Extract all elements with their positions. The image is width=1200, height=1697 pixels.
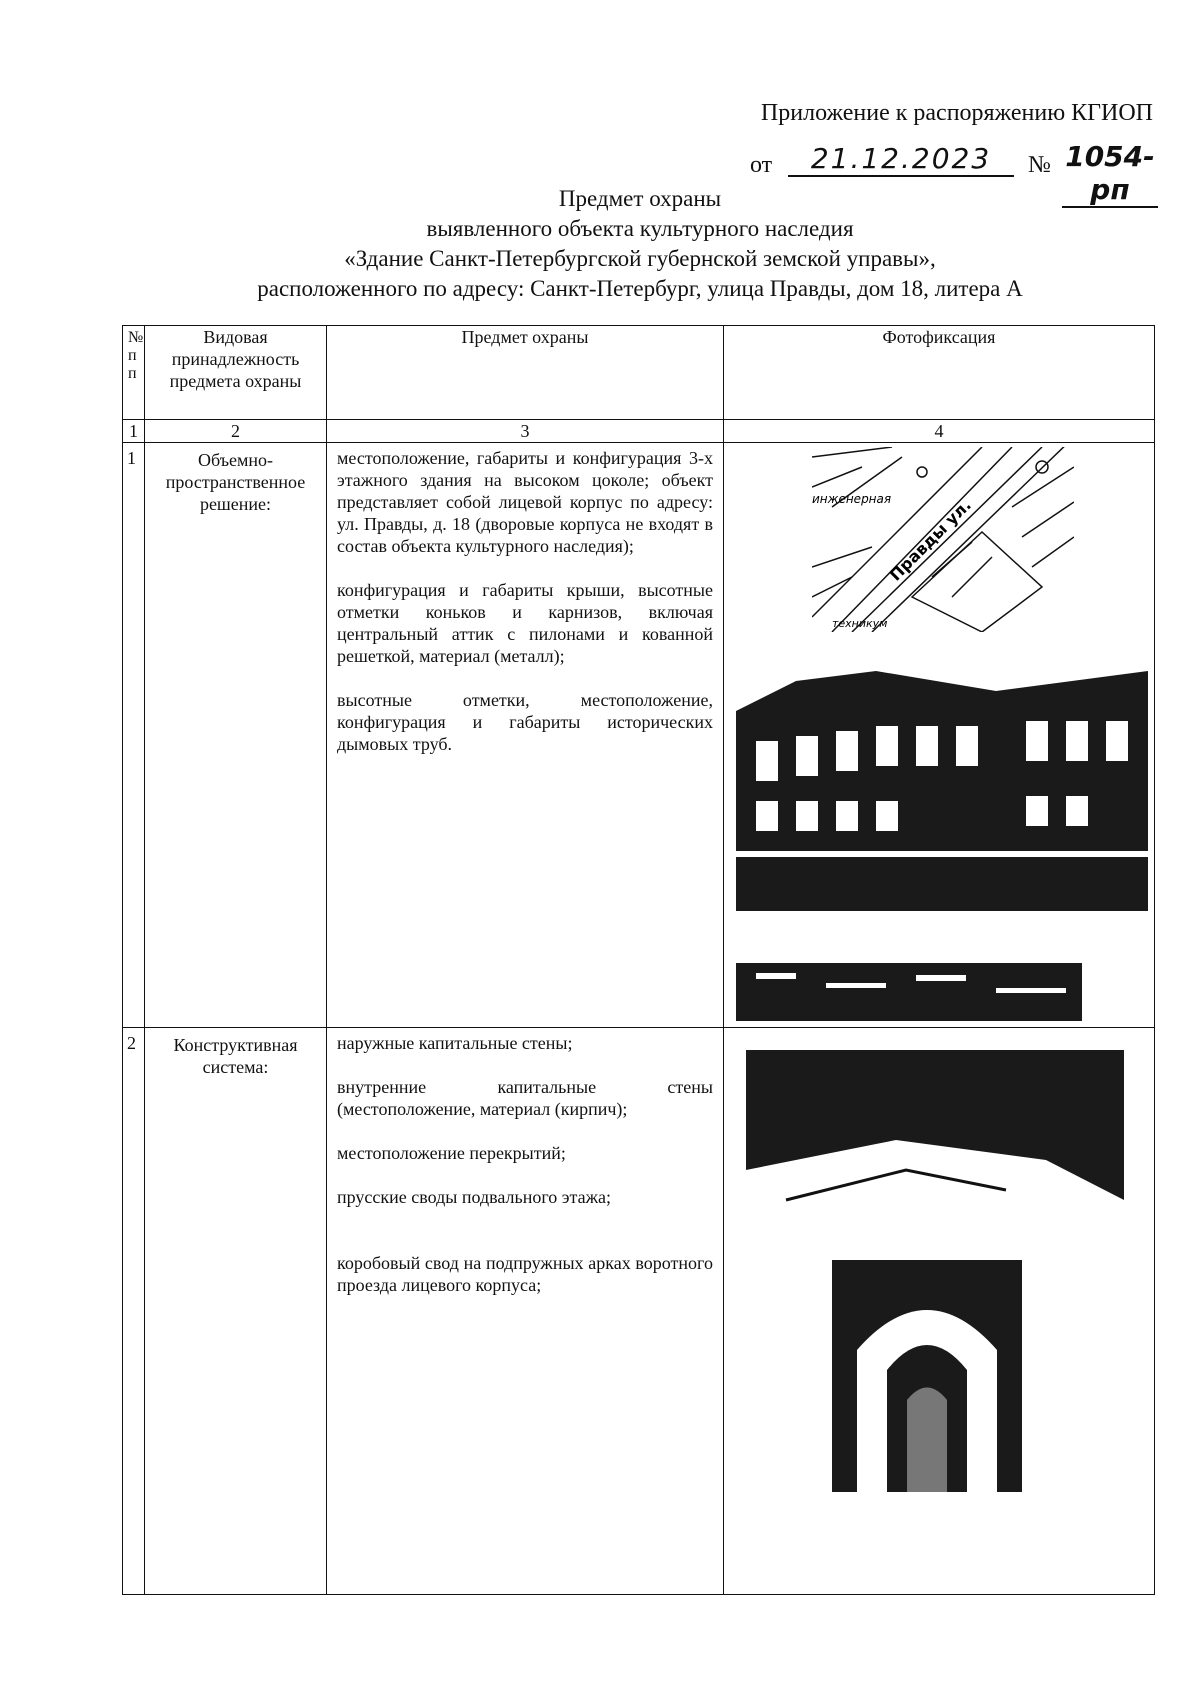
basement-vault-photo xyxy=(746,1050,1124,1226)
map-street-label: Правды ул. xyxy=(885,495,975,585)
date-prefix: от xyxy=(750,152,773,178)
row-photos xyxy=(724,443,1155,1028)
column-index: 4 xyxy=(724,420,1155,443)
column-index: 2 xyxy=(145,420,327,443)
row-subject xyxy=(327,1028,724,1595)
subject-item: прусские своды подвального этажа; xyxy=(337,1187,612,1207)
table-row xyxy=(123,443,1155,1028)
gate-arch-photo xyxy=(832,1260,1022,1492)
subject-item: внутренние капитальные стены (местоположение, материал (кирпич); xyxy=(337,1077,713,1119)
heading-line-2: выявленного объекта культурного наследия xyxy=(426,216,854,241)
map-label: техникум xyxy=(832,617,888,630)
column-index: 1 xyxy=(123,420,145,443)
row-number: 2 xyxy=(123,1028,145,1595)
heading-line-3: «Здание Санкт-Петербургской губернской земской управы», xyxy=(344,246,936,271)
subject-item: коробовый свод на подпружных арках воротного проезда лицевого корпуса; xyxy=(337,1253,713,1295)
header-subject: Предмет охраны xyxy=(327,326,724,420)
row-kind: Объемно-пространственное решение: xyxy=(145,443,327,1028)
header-num: № п п xyxy=(123,326,145,420)
header-photo: Фотофиксация xyxy=(724,326,1155,420)
number-sign: № xyxy=(1028,152,1051,178)
map-label: инженерная xyxy=(812,492,892,506)
heading-line-4: расположенного по адресу: Санкт-Петербург, улица Правды, дом 18, литера А xyxy=(257,276,1023,301)
subject-item: высотные отметки, местоположение, конфигурация и габариты исторических дымовых труб. xyxy=(337,690,713,754)
header-kind: Видовая принадлежность предмета охраны xyxy=(145,326,327,420)
row-number: 1 xyxy=(123,443,145,1028)
column-index-row xyxy=(123,420,1155,443)
subject-item: местоположение перекрытий; xyxy=(337,1143,566,1163)
attachment-date-line xyxy=(750,140,1160,206)
roof-photo xyxy=(736,943,1082,1021)
heading-line-1: Предмет охраны xyxy=(558,186,722,211)
table-header-row xyxy=(123,326,1155,420)
row-subject xyxy=(327,443,724,1028)
order-number: 1054-рп xyxy=(1062,140,1158,208)
attachment-title: Приложение к распоряжению КГИОП xyxy=(760,100,1153,126)
subject-item: местоположение, габариты и конфигурация 3-х этажного здания на высоком цоколе; объект представляет собой лицевой корпус по адресу: ул. Правды, д. 18 (дворовые корпуса не входят в состав объекта культурного наследия); xyxy=(337,448,713,556)
site-plan-map xyxy=(812,447,1074,632)
table-row xyxy=(123,1028,1155,1595)
protection-table xyxy=(122,325,1155,1595)
subject-item: наружные капитальные стены; xyxy=(337,1033,573,1053)
row-photos xyxy=(724,1028,1155,1595)
column-index: 3 xyxy=(327,420,724,443)
order-date: 21.12.2023 xyxy=(788,142,1014,177)
row-kind: Конструктивная система: xyxy=(145,1028,327,1595)
facade-photo xyxy=(736,651,1148,911)
subject-item: конфигурация и габариты крыши, высотные отметки коньков и карнизов, включая центральный аттик с пилонами и кованной решеткой, материал (металл); xyxy=(337,580,713,666)
